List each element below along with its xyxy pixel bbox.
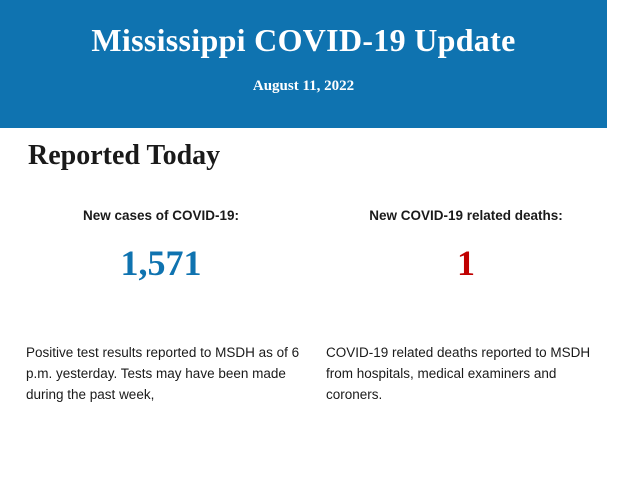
- stat-label-new-deaths: New COVID-19 related deaths:: [369, 208, 563, 223]
- header-banner: [0, 0, 607, 128]
- stat-value-new-cases: 1,571: [120, 243, 202, 283]
- stat-block-new-deaths: [310, 208, 620, 283]
- stat-value-new-deaths: 1: [457, 243, 475, 283]
- stat-description-new-cases: Positive test results reported to MSDH as of 6 p.m. yesterday. Tests may have been made during the past week,: [26, 345, 300, 402]
- stat-label-new-cases: New cases of COVID-19:: [82, 208, 240, 223]
- stats-row: [0, 208, 620, 283]
- stat-description-new-deaths: COVID-19 related deaths reported to MSDH from hospitals, medical examiners and coroners.: [326, 345, 591, 402]
- report-date: August 11, 2022: [252, 78, 355, 94]
- stat-block-new-cases: [0, 208, 310, 283]
- page-title: Mississippi COVID-19 Update: [91, 22, 516, 58]
- section-heading-reported-today: Reported Today: [28, 140, 221, 171]
